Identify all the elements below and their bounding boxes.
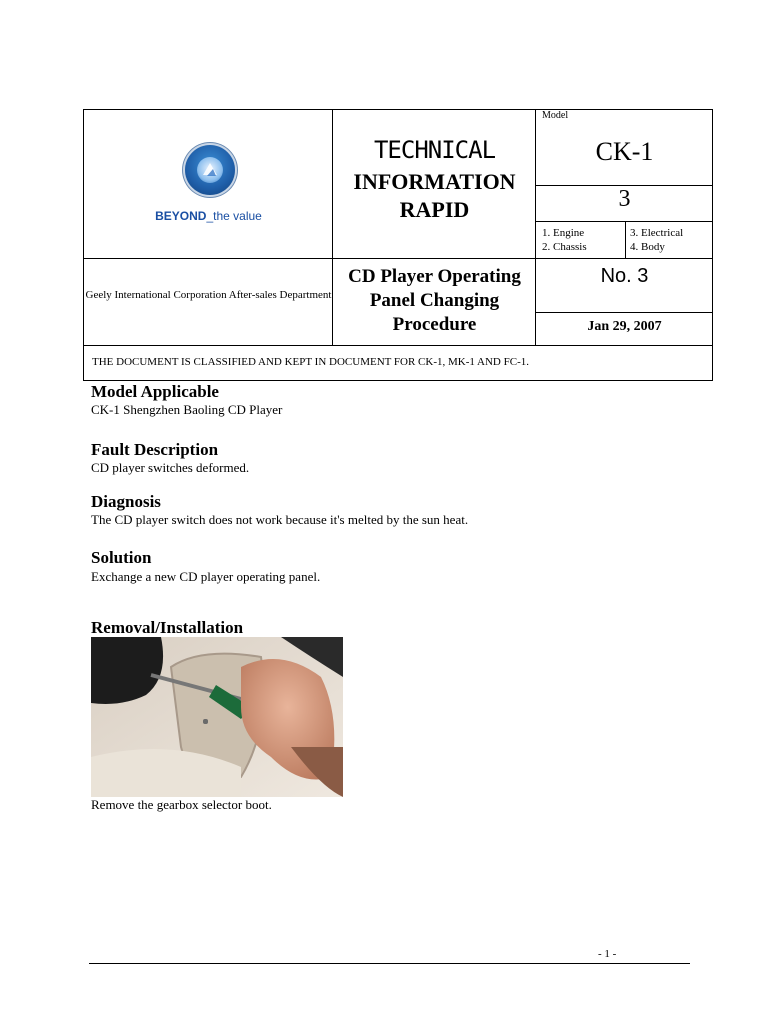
page-number: - 1 - xyxy=(598,948,617,960)
divider xyxy=(535,312,712,313)
geely-logo-icon xyxy=(185,145,235,195)
document-header-table xyxy=(83,109,713,381)
divider xyxy=(625,221,626,258)
divider xyxy=(84,258,712,259)
divider xyxy=(535,221,712,222)
logo-emblem-icon xyxy=(185,145,235,195)
section-heading-diagnosis: Diagnosis xyxy=(91,492,161,511)
title-technical: TECHNICAL xyxy=(373,136,496,164)
model-label: Model xyxy=(542,110,569,121)
section-body-fault-description: CD player switches deformed. xyxy=(91,460,250,475)
gearbox-boot-photo-icon xyxy=(91,637,343,797)
category-value: 3 xyxy=(618,186,631,212)
removal-photo xyxy=(91,637,343,797)
section-heading-fault-description: Fault Description xyxy=(91,440,219,459)
footer-divider xyxy=(89,963,690,964)
category-list-right: 3. Electrical 4. Body xyxy=(630,227,684,253)
document-date: Jan 29, 2007 xyxy=(587,319,662,334)
title-information-rapid: INFORMATION RAPID xyxy=(353,169,516,222)
section-body-diagnosis: The CD player switch does not work because it's melted by the sun heat. xyxy=(91,512,469,527)
brand-tagline: BEYOND_the value xyxy=(155,209,262,223)
section-body-model-applicable: CK-1 Shengzhen Baoling CD Player xyxy=(91,402,283,417)
section-heading-removal: Removal/Installation xyxy=(91,618,244,637)
logo-cell xyxy=(84,110,333,258)
section-heading-model-applicable: Model Applicable xyxy=(91,382,219,401)
category-list-left: 1. Engine 2. Chassis xyxy=(542,227,587,253)
classified-note: THE DOCUMENT IS CLASSIFIED AND KEPT IN DOCUMENT FOR CK-1, MK-1 AND FC-1. xyxy=(92,356,529,368)
document-number: No. 3 xyxy=(600,265,649,287)
department-name: Geely International Corporation After-sales Department xyxy=(85,289,332,301)
section-body-solution: Exchange a new CD player operating panel. xyxy=(91,569,321,584)
document-title: CD Player Operating Panel Changing Procedure xyxy=(348,266,521,335)
model-value: CK-1 xyxy=(595,137,654,166)
divider xyxy=(84,345,712,346)
photo-caption: Remove the gearbox selector boot. xyxy=(91,797,272,812)
section-heading-solution: Solution xyxy=(91,548,152,567)
